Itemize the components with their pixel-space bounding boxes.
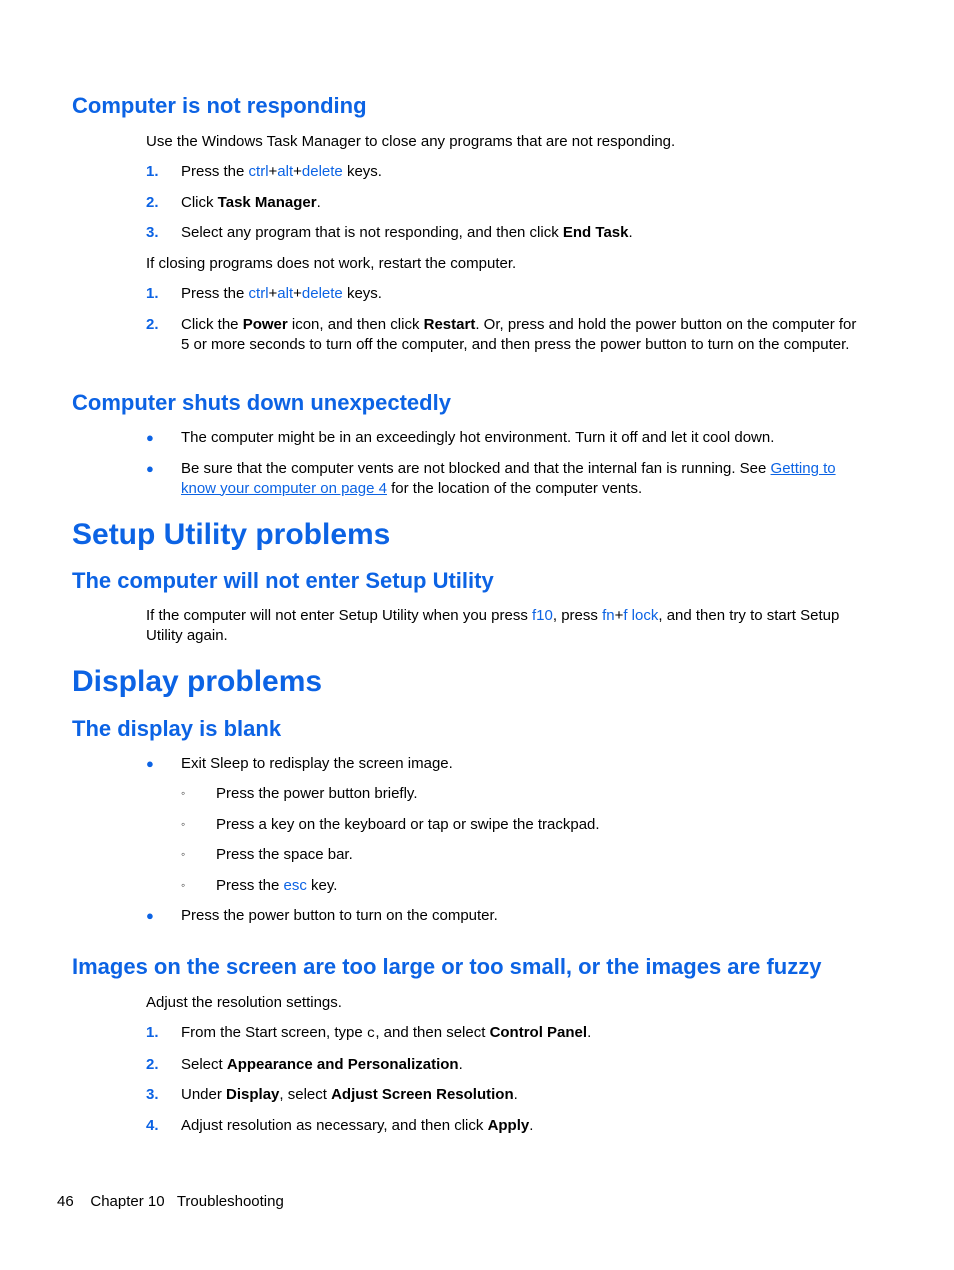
step-number: 4. <box>146 1117 159 1134</box>
bullet-text: The computer might be in an exceedingly hot environment. Turn it off and let it cool down. <box>181 429 775 446</box>
text: Click the <box>181 316 243 333</box>
text: . <box>316 194 321 211</box>
text: If the computer will not enter Setup Utility when you press <box>146 607 533 624</box>
bold-term: Display <box>226 1086 280 1103</box>
restart-intro: If closing programs does not work, restart the computer. <box>146 255 517 272</box>
text: for the location of the computer vents. <box>386 479 643 497</box>
text: Press the <box>181 163 249 180</box>
text: . <box>458 1056 463 1073</box>
heading-shuts-down: Computer shuts down unexpectedly <box>72 390 451 415</box>
bold-term: End Task <box>562 224 629 241</box>
heading-display-blank: The display is blank <box>72 716 282 741</box>
plus: + <box>268 163 278 180</box>
text: keys. <box>342 163 382 180</box>
step-text <box>181 1085 866 1105</box>
sub-item-text <box>216 876 337 896</box>
bullet-icon: ● <box>146 461 154 476</box>
intro-task-manager: Use the Windows Task Manager to close any programs that are not responding. <box>146 133 676 150</box>
step-number: 1. <box>146 163 159 180</box>
step-text <box>181 284 866 304</box>
key-fn: fn <box>602 607 615 624</box>
step-number: 2. <box>146 1056 159 1073</box>
key-f-lock: f lock <box>623 607 659 624</box>
sub-bullet-icon: ◦ <box>181 786 186 800</box>
chapter-title: Troubleshooting <box>176 1193 284 1210</box>
step-text <box>181 223 866 243</box>
resolution-intro: Adjust the resolution settings. <box>146 994 342 1011</box>
plus: + <box>293 285 302 302</box>
title-setup-utility-problems: Setup Utility problems <box>72 518 391 551</box>
key-esc: esc <box>283 877 307 894</box>
plus: + <box>293 163 302 180</box>
text: Click <box>181 194 218 211</box>
code-c: c <box>366 1026 376 1042</box>
text: key. <box>306 877 338 894</box>
bold-term: Apply <box>487 1117 530 1134</box>
text: . Or, press and hold the power button on the computer for 5 or more seconds to turn off the computer, and then press the power button to turn on the computer. <box>181 316 857 353</box>
link-getting-to-know[interactable]: Getting to know your computer on page 4 <box>181 460 836 497</box>
key-alt: alt <box>277 285 294 302</box>
chapter-label: Chapter 10 <box>90 1193 165 1210</box>
text: Under <box>181 1086 227 1103</box>
sub-bullet-icon: ◦ <box>181 878 186 892</box>
heading-images-size-fuzzy: Images on the screen are too large or too small, or the images are fuzzy <box>72 954 822 979</box>
heading-computer-not-responding: Computer is not responding <box>72 93 367 118</box>
bold-term: Adjust Screen Resolution <box>331 1086 514 1103</box>
bullet-text: Press the power button to turn on the computer. <box>181 907 498 924</box>
key-alt: alt <box>277 163 294 180</box>
step-text <box>181 162 866 182</box>
text: Press the <box>181 285 249 302</box>
step-number: 3. <box>146 224 159 241</box>
text: . <box>513 1086 518 1103</box>
plus: + <box>614 607 624 624</box>
text: , select <box>279 1086 332 1103</box>
bullet-text <box>181 459 866 498</box>
text: keys. <box>342 285 382 302</box>
heading-will-not-enter-setup: The computer will not enter Setup Utility <box>72 568 494 593</box>
text: , and then try to start Setup Utility again. <box>146 607 840 644</box>
title-display-problems: Display problems <box>72 665 323 698</box>
sub-bullet-icon: ◦ <box>181 817 186 831</box>
bold-term: Control Panel <box>489 1024 588 1041</box>
bold-term: Task Manager <box>217 194 317 211</box>
text: Press the <box>216 877 284 894</box>
step-text <box>181 1055 866 1075</box>
text: Be sure that the computer vents are not blocked and that the internal fan is running. See <box>181 460 771 477</box>
text: From the Start screen, type <box>181 1024 367 1041</box>
key-ctrl: ctrl <box>248 163 269 180</box>
bullet-icon: ● <box>146 908 154 923</box>
text: icon, and then click <box>287 316 424 333</box>
key-ctrl: ctrl <box>248 285 269 302</box>
step-text <box>181 1023 866 1045</box>
sub-bullet-icon: ◦ <box>181 847 186 861</box>
sub-item-text: Press the space bar. <box>216 846 353 863</box>
step-number: 1. <box>146 285 159 302</box>
step-number: 2. <box>146 316 159 333</box>
step-number: 2. <box>146 194 159 211</box>
step-number: 3. <box>146 1086 159 1103</box>
bold-term: Restart <box>423 316 476 333</box>
text: Select any program that is not responding, and then click <box>181 224 563 241</box>
key-delete: delete <box>301 285 343 302</box>
plus: + <box>268 285 278 302</box>
sub-item-text: Press the power button briefly. <box>216 785 418 802</box>
step-text <box>181 193 866 213</box>
text: Select <box>181 1056 227 1073</box>
sub-item-text: Press a key on the keyboard or tap or swipe the trackpad. <box>216 816 600 833</box>
text: . <box>529 1117 534 1134</box>
step-text <box>181 1116 866 1136</box>
setup-utility-paragraph <box>146 606 866 645</box>
step-number: 1. <box>146 1024 159 1041</box>
bold-term: Appearance and Personalization <box>226 1056 459 1073</box>
text: Adjust resolution as necessary, and then click <box>181 1117 488 1134</box>
text: . <box>628 224 633 241</box>
bold-term: Power <box>242 316 288 333</box>
text: , press <box>552 607 603 624</box>
bullet-icon: ● <box>146 756 154 771</box>
step-text <box>181 315 866 354</box>
page-number: 46 <box>57 1193 74 1210</box>
text: , and then select <box>375 1024 490 1041</box>
key-delete: delete <box>301 163 343 180</box>
page-footer <box>57 1192 284 1211</box>
text: . <box>587 1024 592 1041</box>
bullet-icon: ● <box>146 430 154 445</box>
bullet-text: Exit Sleep to redisplay the screen image. <box>181 755 453 772</box>
key-f10: f10 <box>532 607 553 624</box>
